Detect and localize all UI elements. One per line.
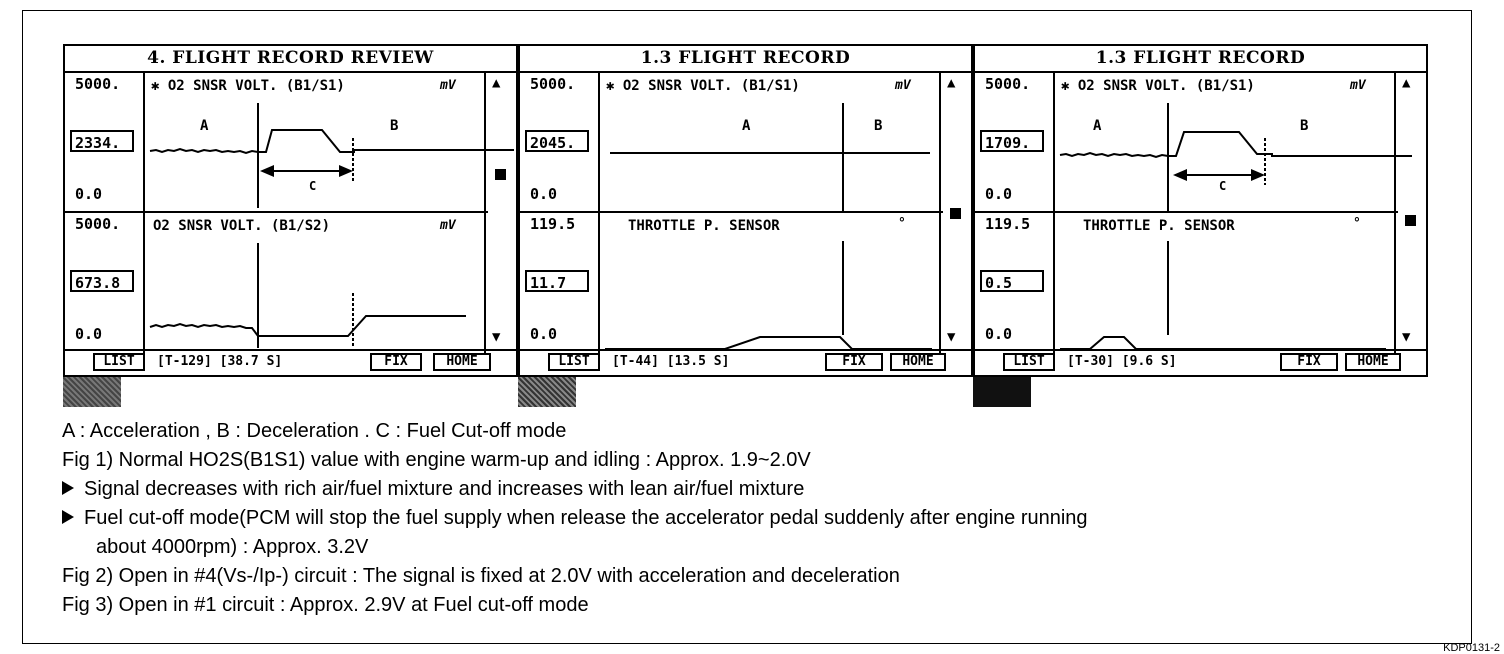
bottom-current-value: 11.7: [525, 270, 589, 292]
top-channel-label: ✱ O2 SNSR VOLT. (B1/S1): [151, 78, 345, 94]
bottom-toolbar: [975, 349, 1426, 375]
top-scale-max: 5000.: [985, 75, 1031, 93]
bullet-1-text: Signal decreases with rich air/fuel mixture and increases with lean air/fuel mixture: [84, 478, 805, 500]
top-current-value: 1709.: [980, 130, 1044, 152]
bottom-scale-max: 5000.: [75, 215, 121, 233]
bullet-2-text: Fuel cut-off mode(PCM will stop the fuel supply when release the accelerator pedal suddenly after engine running: [84, 507, 1088, 529]
label-c: C: [1219, 179, 1227, 193]
top-o2-trace: [150, 130, 514, 153]
list-button[interactable]: LIST: [548, 353, 600, 371]
top-scale-min: 0.0: [985, 185, 1013, 203]
bottom-channel-label: THROTTLE P. SENSOR: [628, 218, 780, 234]
top-current-value: 2045.: [525, 130, 589, 152]
figure-code: KDP0131-2: [1443, 642, 1500, 654]
label-a: A: [200, 118, 209, 134]
scroll-column: [939, 73, 971, 353]
bottom-current-value: 673.8: [70, 270, 134, 292]
bottom-unit: °: [1353, 216, 1361, 231]
fix-button[interactable]: FIX: [825, 353, 883, 371]
top-current-value: 2334.: [70, 130, 134, 152]
scroll-thumb[interactable]: [1405, 215, 1416, 226]
top-scale-min: 0.0: [530, 185, 558, 203]
waveform-plot: [145, 73, 485, 353]
arrow-right-icon: [1251, 169, 1265, 181]
bottom-o2-trace: [150, 316, 466, 336]
label-a: A: [1093, 118, 1102, 134]
home-button[interactable]: HOME: [1345, 353, 1401, 371]
top-scale-min: 0.0: [75, 185, 103, 203]
label-b: B: [874, 118, 883, 134]
home-button[interactable]: HOME: [433, 353, 491, 371]
waveform-plot: [1055, 73, 1395, 353]
bullet-arrow-icon: [62, 510, 74, 524]
scroll-down-icon[interactable]: ▼: [492, 329, 501, 345]
top-unit: mV: [1350, 78, 1366, 93]
bullet-2: [62, 507, 1088, 530]
scale-column: [975, 73, 1055, 353]
label-a: A: [742, 118, 751, 134]
bottom-channel-label: O2 SNSR VOLT. (B1/S2): [153, 218, 331, 234]
label-b: B: [390, 118, 399, 134]
throttle-trace: [605, 337, 932, 349]
top-unit: mV: [440, 78, 456, 93]
top-unit: mV: [895, 78, 911, 93]
scroll-down-icon[interactable]: ▼: [947, 329, 956, 345]
panel-flight-record-2: [518, 44, 973, 377]
fig1-caption: Fig 1) Normal HO2S(B1S1) value with engine warm-up and idling : Approx. 1.9~2.0V: [62, 449, 811, 471]
scroll-thumb[interactable]: [950, 208, 961, 219]
panel-flight-record-review: [63, 44, 518, 377]
scroll-up-icon[interactable]: ▲: [492, 75, 501, 91]
scroll-up-icon[interactable]: ▲: [1402, 75, 1411, 91]
panel-title: 1.3 FLIGHT RECORD: [520, 46, 971, 73]
bottom-scale-max: 119.5: [530, 215, 576, 233]
panel-title: 4. FLIGHT RECORD REVIEW: [65, 46, 516, 73]
top-scale-max: 5000.: [530, 75, 576, 93]
scroll-column: [484, 73, 516, 353]
bottom-scale-min: 0.0: [75, 325, 103, 343]
scroll-column: [1394, 73, 1426, 353]
fig2-caption: Fig 2) Open in #4(Vs-/Ip-) circuit : The signal is fixed at 2.0V with acceleration and deceleration: [62, 565, 900, 587]
panel-title: 1.3 FLIGHT RECORD: [975, 46, 1426, 73]
scroll-up-icon[interactable]: ▲: [947, 75, 956, 91]
bottom-scale-min: 0.0: [985, 325, 1013, 343]
figure-tab-3: [973, 377, 1031, 407]
legend-caption: A : Acceleration , B : Deceleration . C : Fuel Cut-off mode: [62, 420, 567, 442]
home-button[interactable]: HOME: [890, 353, 946, 371]
list-button[interactable]: LIST: [1003, 353, 1055, 371]
top-channel-label: ✱ O2 SNSR VOLT. (B1/S1): [606, 78, 800, 94]
scale-column: [520, 73, 600, 353]
figure-tab-1: [63, 377, 121, 407]
top-o2-trace: [1060, 132, 1412, 157]
bottom-unit: °: [898, 216, 906, 231]
scroll-down-icon[interactable]: ▼: [1402, 329, 1411, 345]
arrow-left-icon: [260, 165, 274, 177]
label-c: C: [309, 179, 317, 193]
figure-tab-2: [518, 377, 576, 407]
bullet-2-continuation: about 4000rpm) : Approx. 3.2V: [96, 536, 369, 558]
fig3-caption: Fig 3) Open in #1 circuit : Approx. 2.9V at Fuel cut-off mode: [62, 594, 589, 616]
arrow-left-icon: [1173, 169, 1187, 181]
record-status: [T-30] [9.6 S]: [1067, 354, 1177, 369]
bottom-toolbar: [520, 349, 971, 375]
bullet-1: [62, 478, 804, 501]
record-status: [T-129] [38.7 S]: [157, 354, 283, 369]
waveform-plot: [600, 73, 940, 353]
record-status: [T-44] [13.5 S]: [612, 354, 730, 369]
label-b: B: [1300, 118, 1309, 134]
top-scale-max: 5000.: [75, 75, 121, 93]
bottom-scale-min: 0.0: [530, 325, 558, 343]
fix-button[interactable]: FIX: [370, 353, 422, 371]
arrow-right-icon: [339, 165, 353, 177]
scroll-thumb[interactable]: [495, 169, 506, 180]
bottom-scale-max: 119.5: [985, 215, 1031, 233]
bottom-channel-label: THROTTLE P. SENSOR: [1083, 218, 1235, 234]
top-channel-label: ✱ O2 SNSR VOLT. (B1/S1): [1061, 78, 1255, 94]
scale-column: [65, 73, 145, 353]
bottom-toolbar: [65, 349, 516, 375]
throttle-trace: [1060, 337, 1386, 349]
panel-flight-record-3: [973, 44, 1428, 377]
bottom-current-value: 0.5: [980, 270, 1044, 292]
fix-button[interactable]: FIX: [1280, 353, 1338, 371]
bullet-arrow-icon: [62, 481, 74, 495]
bottom-unit: mV: [440, 218, 456, 233]
list-button[interactable]: LIST: [93, 353, 145, 371]
